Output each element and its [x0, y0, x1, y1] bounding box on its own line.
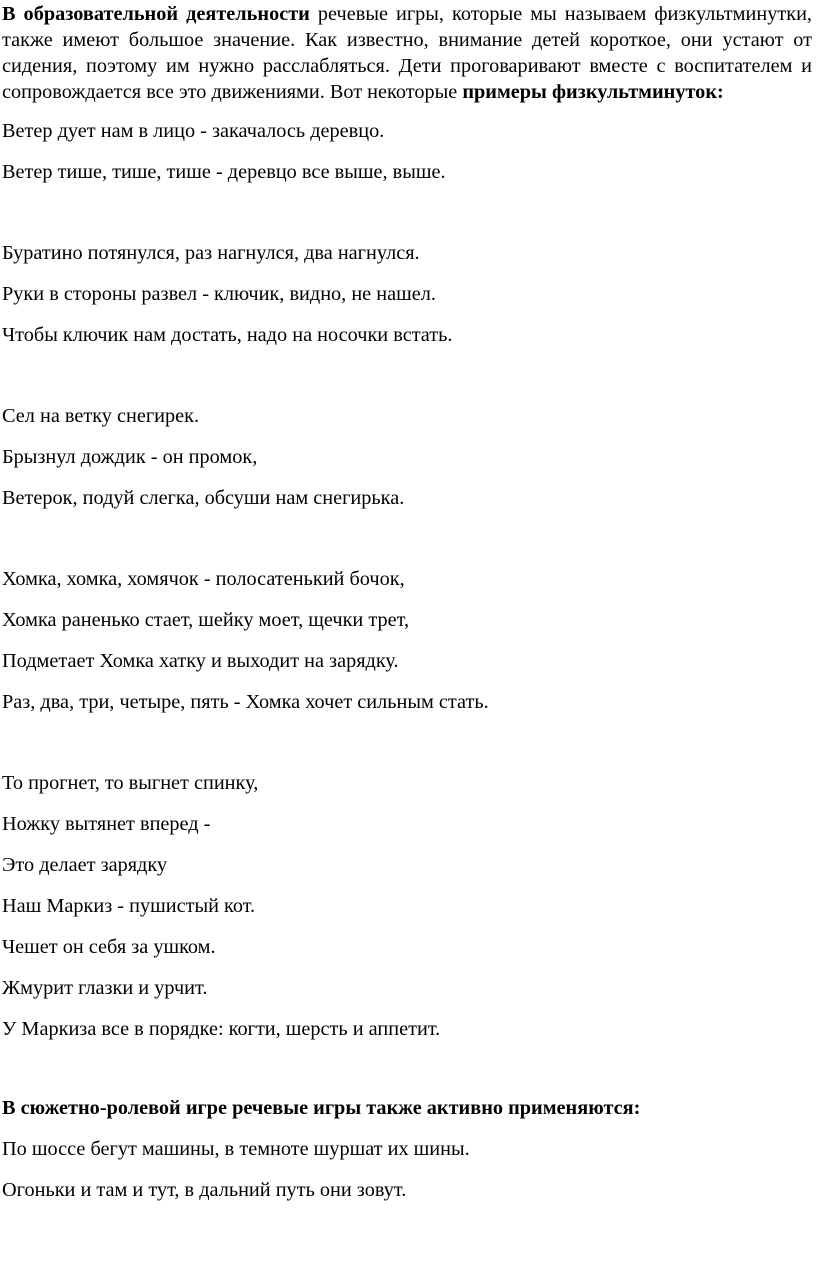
- poem-line: У Маркиза все в порядке: когти, шерсть и аппетит.: [2, 1018, 441, 1040]
- poem-line: Ветер тише, тише, тише - деревцо все выше, выше.: [2, 161, 446, 183]
- poem-line: Это делает зарядку: [2, 854, 168, 876]
- poem-line: Ветерок, подуй слегка, обсуши нам снегирька.: [2, 487, 405, 509]
- section-2: [2, 1088, 812, 1211]
- poem-line: Огоньки и там и тут, в дальний путь они зовут.: [2, 1179, 407, 1201]
- poem-line: То прогнет, то выгнет спинку,: [2, 772, 259, 794]
- stanza-2: [2, 233, 812, 356]
- section-2-heading: [2, 1088, 812, 1129]
- poem-line: Брызнул дождик - он промок,: [2, 446, 258, 468]
- section-2-heading-text: В сюжетно-ролевой игре речевые игры также активно применяются:: [2, 1097, 641, 1119]
- poem-line: Чешет он себя за ушком.: [2, 936, 216, 958]
- poem-line: Буратино потянулся, раз нагнулся, два нагнулся.: [2, 242, 420, 264]
- poem-line: Руки в стороны развел - ключик, видно, не нашел.: [2, 283, 436, 305]
- poem-line: Хомка раненько стает, шейку моет, щечки трет,: [2, 609, 410, 631]
- poem-line: Наш Маркиз - пушистый кот.: [2, 895, 256, 917]
- poem-line: Подметает Хомка хатку и выходит на зарядку.: [2, 650, 399, 672]
- poem-line: Чтобы ключик нам достать, надо на носочки встать.: [2, 324, 453, 346]
- poem-line: Хомка, хомка, хомячок - полосатенький бочок,: [2, 568, 405, 590]
- stanza-5: [2, 763, 812, 1050]
- stanza-4: [2, 559, 812, 723]
- stanza-1: [2, 111, 812, 193]
- intro-paragraph: [2, 0, 812, 105]
- intro-bold-lead: В образовательной деятельности: [2, 3, 310, 25]
- poem-line: По шоссе бегут машины, в темноте шуршат их шины.: [2, 1138, 470, 1160]
- stanza-3: [2, 396, 812, 519]
- intro-bold-tail: примеры физкультминуток:: [462, 81, 724, 103]
- intro-text: речевые игры, которые мы называем физкультминутки, также имеют большое значение. Как известно, внимание детей короткое, они устают от сидения, поэтому им нужно расслабляться. Дети проговаривают вместе с воспитателем и сопровождается все это движениями. Вот некоторые: [2, 3, 812, 103]
- poem-line: Сел на ветку снегирек.: [2, 405, 200, 427]
- poem-line: Жмурит глазки и урчит.: [2, 977, 208, 999]
- poem-line: Ветер дует нам в лицо - закачалось деревцо.: [2, 120, 385, 142]
- poem-line: Раз, два, три, четыре, пять - Хомка хочет сильным стать.: [2, 691, 489, 713]
- poem-line: Ножку вытянет вперед -: [2, 813, 211, 835]
